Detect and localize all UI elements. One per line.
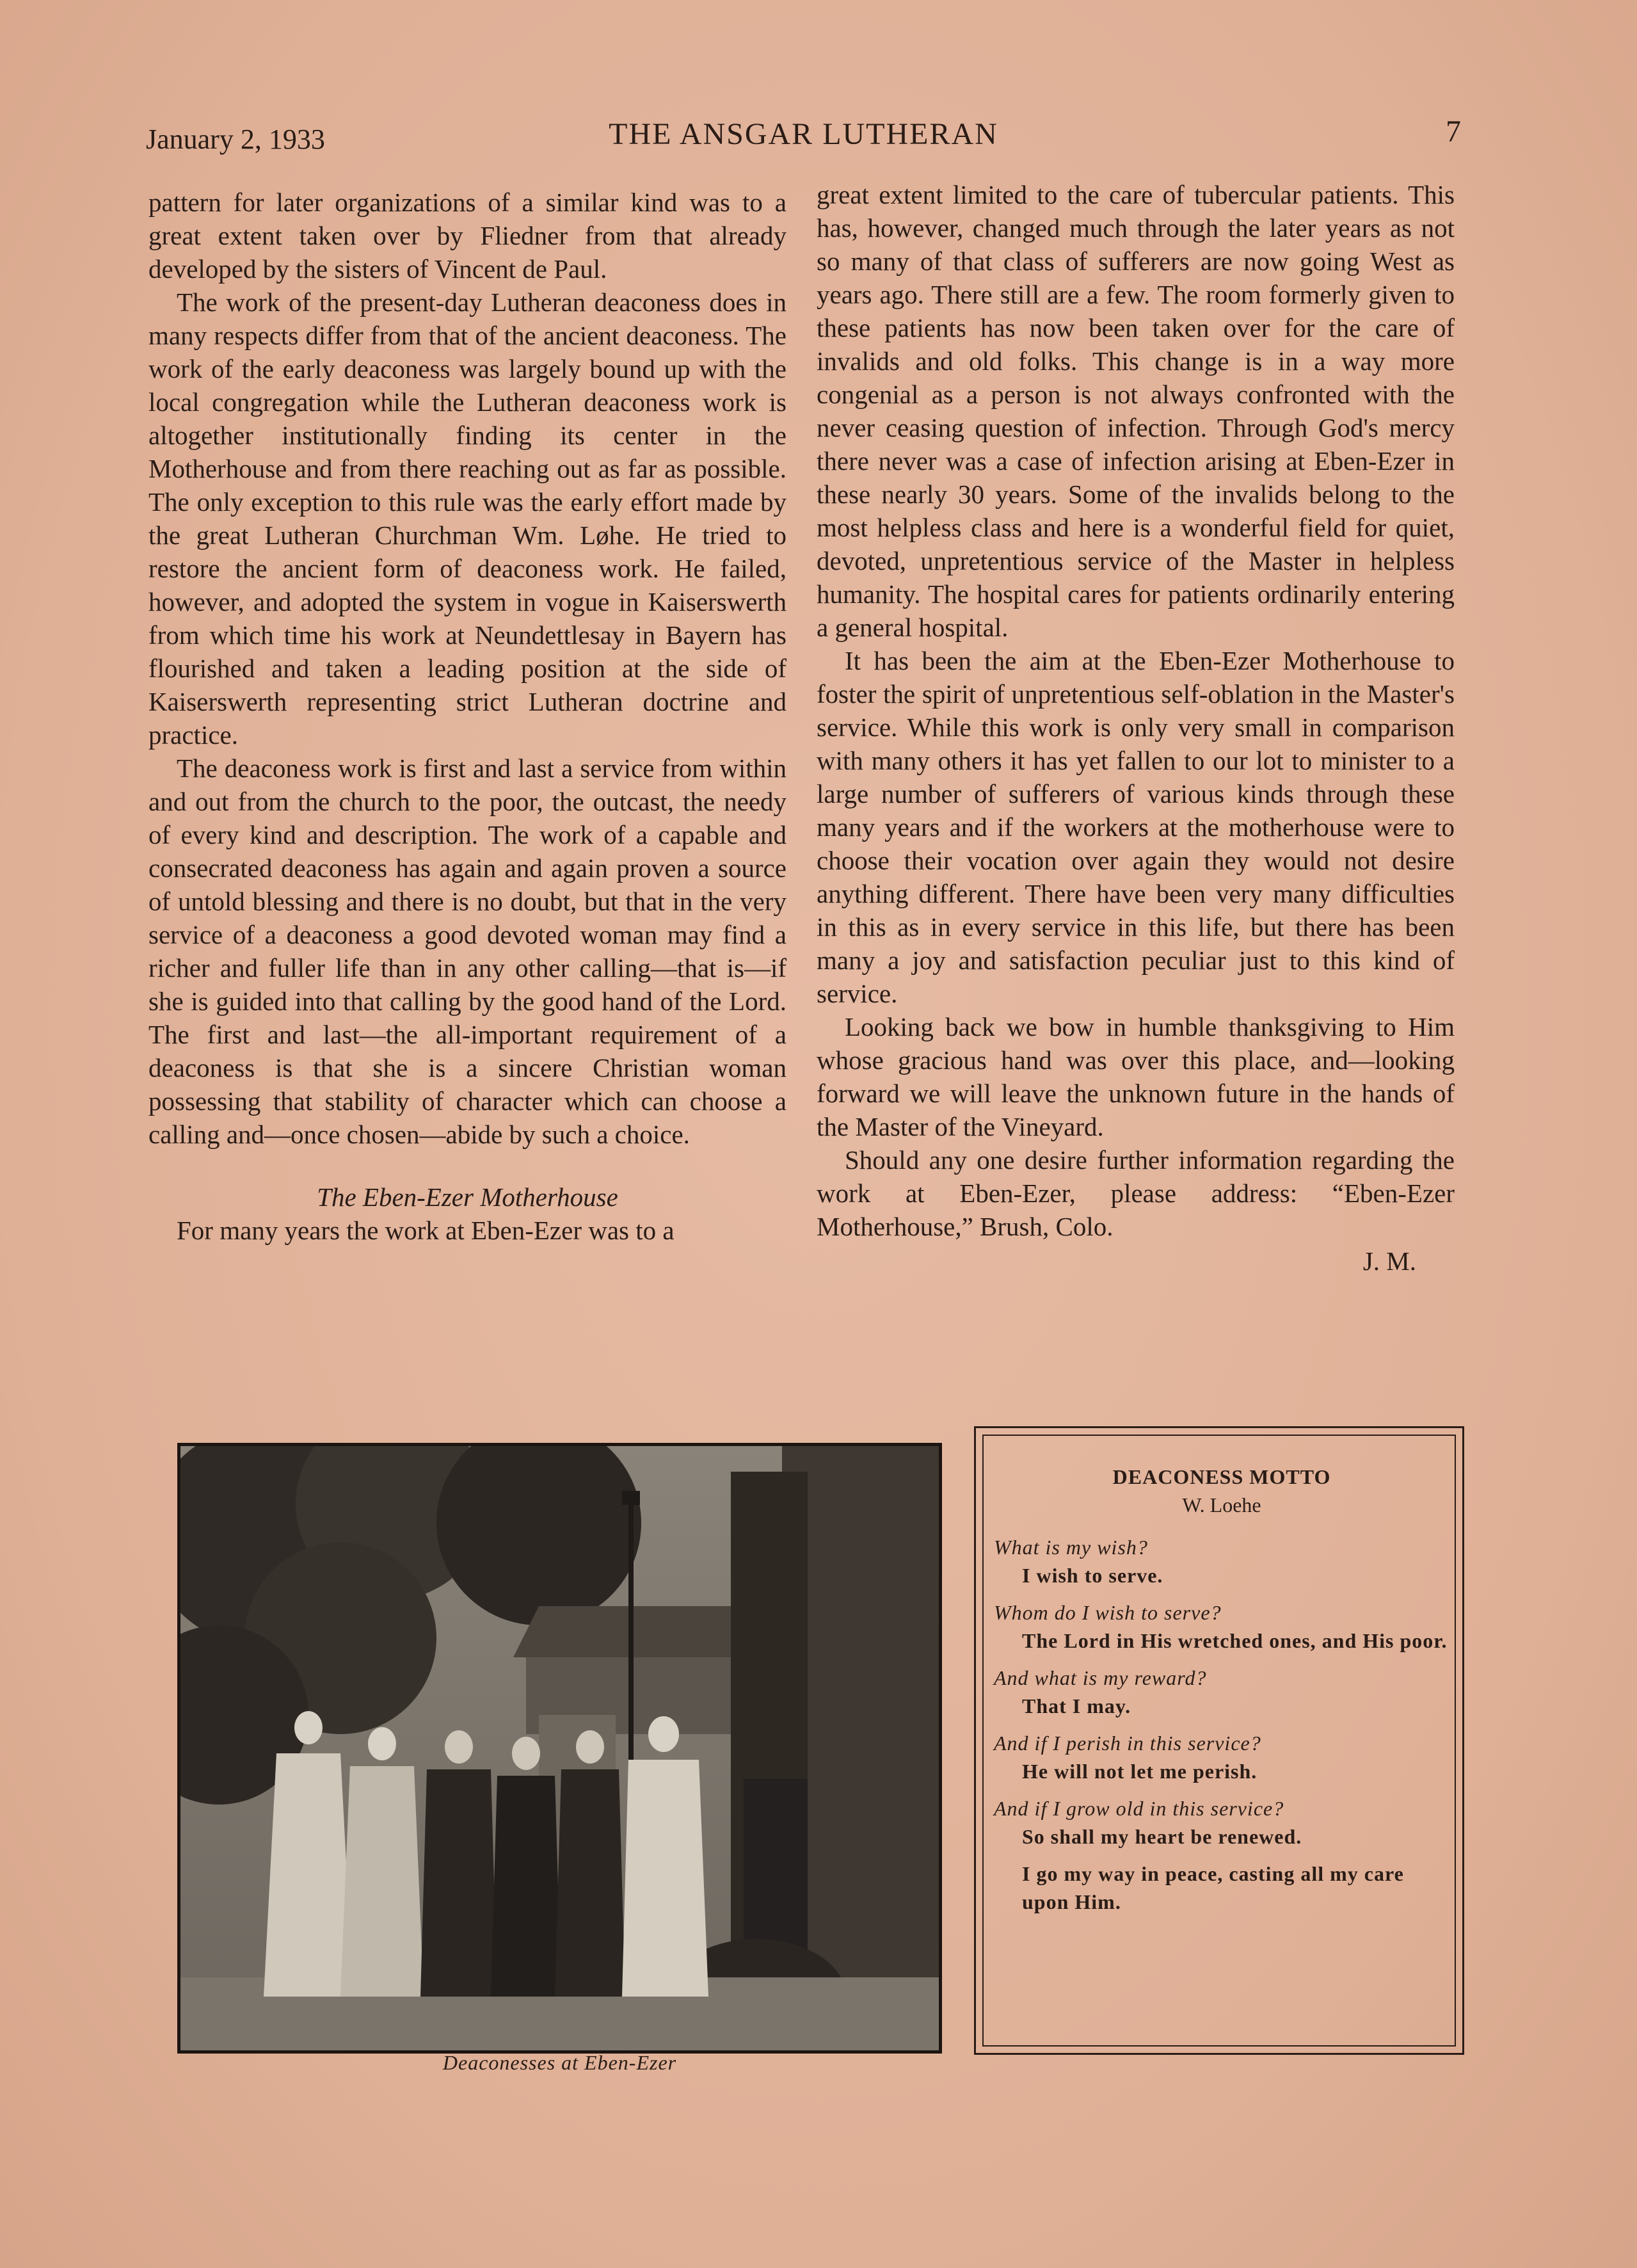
section-subheading: The Eben-Ezer Motherhouse xyxy=(317,1182,618,1212)
page-header xyxy=(146,114,1461,159)
paragraph: The work of the present-day Lutheran deaconess does in many respects differ from that of the ancient deaconess. The work of the early deaconess was largely bound up with the local congregation while the Lutheran deaconess work is altogether institutionally finding its center in the Motherhouse and from there reaching out as far as possible. The only exception to this rule was the early effort made by the great Lutheran Churchman Wm. Løhe. He tried to restore the ancient form of deaconess work. He failed, however, and adopted the system in vogue in Kaiserswerth from which time his work at Neundettlesay in Bayern has flourished and taken a leading position at the side of Kaiserswerth representing strict Lutheran doctrine and practice. xyxy=(148,287,787,750)
page-number: 7 xyxy=(1446,115,1461,149)
motto-closing: I go my way in peace, casting all my care upon Him. xyxy=(1022,1862,1404,1913)
motto-question: And if I perish in this service? xyxy=(994,1732,1261,1755)
deaconesses-photo xyxy=(177,1443,942,2054)
motto-answer: The Lord in His wretched ones, and His poor. xyxy=(1022,1629,1448,1652)
photo-caption: Deaconesses at Eben-Ezer xyxy=(442,2051,677,2074)
paragraph: Looking back we bow in humble thanksgiving to Him whose gracious hand was over this place, and—looking forward we will leave the unknown future in the hands of the Master of the Vineyard. xyxy=(817,1012,1455,1141)
motto-answer: That I may. xyxy=(1022,1694,1131,1717)
motto-question: What is my wish? xyxy=(994,1536,1148,1559)
paragraph: pattern for later organizations of a similar kind was to a great extent taken over by Fliedner from that already developed by the sisters of Vincent de Paul. xyxy=(148,188,787,284)
motto-question: Whom do I wish to serve? xyxy=(994,1601,1222,1624)
motto-question: And if I grow old in this service? xyxy=(994,1797,1284,1820)
photo-illustration xyxy=(180,1446,939,2050)
motto-title: DEACONESS MOTTO xyxy=(1112,1465,1331,1488)
right-column xyxy=(817,178,1455,1278)
paragraph: It has been the aim at the Eben-Ezer Motherhouse to foster the spirit of unpretentious self-oblation in the Master's service. While this work is only very small in comparison with many others it has yet fallen to our lot to minister to a large number of sufferers of various kinds through these many years and if the workers at the motherhouse were to choose their vocation over again they would not desire anything different. There have been very many difficulties in this as in every service in this life, but there has been many a joy and satisfaction peculiar just to this kind of service. xyxy=(817,646,1455,1008)
paragraph: The deaconess work is first and last a service from within and out from the church to the poor, the outcast, the needy of every kind and description. The work of a capable and consecrated deaconess has again and again proven a source of untold blessing and there is no doubt, but that in the very service of a deaconess a good devoted woman may find a richer and fuller life than in any other calling—that is—if she is guided into that calling by the good hand of the Lord. The first and last—the all-important requirement of a deaconess is that she is a sincere Christian woman possessing that stability of character which can choose a calling and—once chosen—abide by such a choice. xyxy=(148,753,787,1149)
issue-date: January 2, 1933 xyxy=(146,124,325,155)
motto-content xyxy=(994,1463,1449,1916)
motto-answer: He will not let me perish. xyxy=(1022,1760,1258,1783)
deaconess-motto-box xyxy=(974,1426,1464,2055)
motto-answer: So shall my heart be renewed. xyxy=(1022,1825,1302,1848)
left-column xyxy=(148,186,787,1247)
motto-question: And what is my reward? xyxy=(994,1666,1207,1689)
paragraph: Should any one desire further information regarding the work at Eben-Ezer, please address: “Eben-Ezer Motherhouse,” Brush, Colo. xyxy=(817,1145,1455,1241)
author-signature: J. M. xyxy=(1362,1246,1416,1276)
paragraph: For many years the work at Eben-Ezer was to a xyxy=(177,1216,675,1245)
publication-title: THE ANSGAR LUTHERAN xyxy=(609,117,998,151)
motto-author: W. Loehe xyxy=(1182,1493,1261,1516)
motto-answer: I wish to serve. xyxy=(1022,1564,1163,1587)
paragraph: great extent limited to the care of tubercular patients. This has, however, changed much through the later years as not so many of that class of sufferers are now going West as years ago. There still are a few. The room formerly given to these patients has now been taken over for the care of invalids and old folks. This change is in a way more congenial as a person is not always confronted with the never ceasing question of infection. Through God's mercy there never was a case of infection arising at Eben-Ezer in these nearly 30 years. Some of the invalids belong to the most helpless class and here is a wonderful field for quiet, devoted, unpretentious service of the Master in helpless humanity. The hospital cares for patients ordinarily entering a general hospital. xyxy=(817,180,1455,642)
